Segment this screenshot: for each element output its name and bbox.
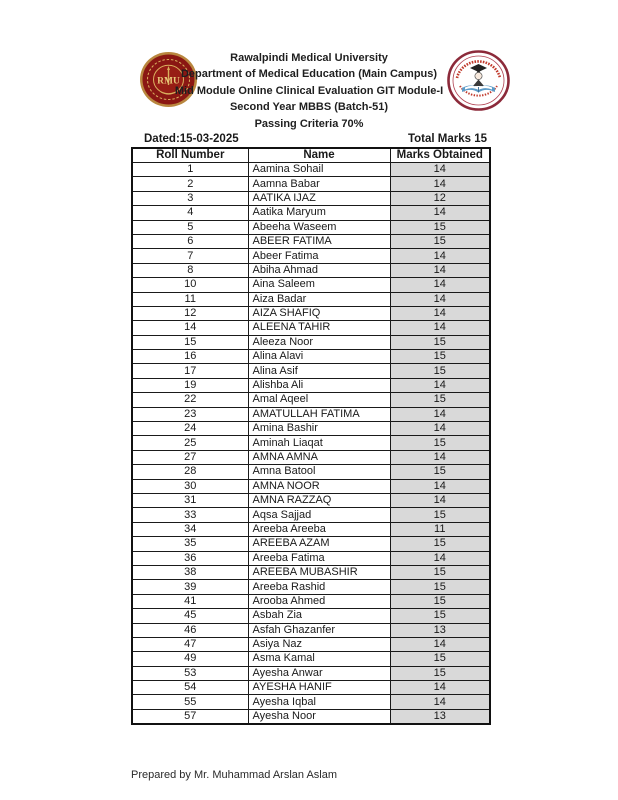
name-cell: Aamna Babar (248, 177, 390, 191)
header-row (132, 148, 490, 163)
roll-number-cell: 7 (132, 249, 248, 263)
roll-number-cell: 57 (132, 709, 248, 724)
table-row (132, 206, 490, 220)
table-row (132, 177, 490, 191)
marks-obtained-cell: 14 (390, 249, 490, 263)
marks-obtained-cell: 14 (390, 292, 490, 306)
name-cell: Aiza Badar (248, 292, 390, 306)
marks-obtained-header: Marks Obtained (390, 148, 490, 163)
university-title: Rawalpindi Medical University (230, 52, 388, 64)
name-cell: Alina Asif (248, 364, 390, 378)
marks-obtained-cell: 13 (390, 623, 490, 637)
roll-number-cell: 24 (132, 422, 248, 436)
marks-obtained-cell: 14 (390, 637, 490, 651)
name-cell: Alina Alavi (248, 350, 390, 364)
marks-obtained-cell: 14 (390, 479, 490, 493)
name-cell: Aina Saleem (248, 278, 390, 292)
total-marks-label: Total Marks 15 (407, 133, 487, 145)
marks-obtained-cell: 11 (390, 522, 490, 536)
roll-number-cell: 12 (132, 306, 248, 320)
marks-obtained-cell: 14 (390, 163, 490, 177)
roll-number-cell: 25 (132, 436, 248, 450)
roll-number-cell: 1 (132, 163, 248, 177)
roll-number-cell: 22 (132, 393, 248, 407)
table-row (132, 594, 490, 608)
roll-number-cell: 11 (132, 292, 248, 306)
results-table-head (132, 148, 490, 163)
marks-obtained-cell: 15 (390, 580, 490, 594)
name-cell: Amna Batool (248, 465, 390, 479)
table-row (132, 580, 490, 594)
table-row (132, 508, 490, 522)
name-cell: Areeba Areeba (248, 522, 390, 536)
table-row (132, 479, 490, 493)
roll-number-cell: 17 (132, 364, 248, 378)
table-row (132, 537, 490, 551)
marks-obtained-cell: 14 (390, 407, 490, 421)
name-cell: Aqsa Sajjad (248, 508, 390, 522)
name-cell: AMNA RAZZAQ (248, 493, 390, 507)
name-cell: Asbah Zia (248, 609, 390, 623)
roll-number-cell: 45 (132, 609, 248, 623)
roll-number-cell: 31 (132, 493, 248, 507)
roll-number-cell: 49 (132, 652, 248, 666)
name-cell: Ayesha Iqbal (248, 695, 390, 709)
roll-number-cell: 5 (132, 220, 248, 234)
roll-number-cell: 41 (132, 594, 248, 608)
marks-obtained-cell: 15 (390, 652, 490, 666)
name-cell: AATIKA IJAZ (248, 191, 390, 205)
table-row (132, 623, 490, 637)
marks-obtained-cell: 14 (390, 263, 490, 277)
table-row (132, 220, 490, 234)
table-row (132, 450, 490, 464)
marks-obtained-cell: 15 (390, 364, 490, 378)
name-cell: Amina Bashir (248, 422, 390, 436)
roll-number-cell: 47 (132, 637, 248, 651)
marks-obtained-cell: 15 (390, 350, 490, 364)
marks-obtained-cell: 15 (390, 220, 490, 234)
table-row (132, 350, 490, 364)
table-row (132, 191, 490, 205)
marks-obtained-cell: 14 (390, 306, 490, 320)
marks-obtained-cell: 15 (390, 393, 490, 407)
name-cell: Aatika Maryum (248, 206, 390, 220)
info-row (131, 131, 489, 147)
results-table-body (132, 163, 490, 724)
marks-obtained-cell: 15 (390, 594, 490, 608)
roll-number-cell: 4 (132, 206, 248, 220)
table-row (132, 695, 490, 709)
name-cell: Asma Kamal (248, 652, 390, 666)
marks-obtained-cell: 13 (390, 709, 490, 724)
name-cell: Asiya Naz (248, 637, 390, 651)
roll-number-header: Roll Number (132, 148, 248, 163)
table-row (132, 522, 490, 536)
title-block (150, 50, 468, 132)
marks-obtained-cell: 15 (390, 335, 490, 349)
roll-number-cell: 55 (132, 695, 248, 709)
marks-obtained-cell: 15 (390, 565, 490, 579)
svg-text:RMU: RMU (157, 76, 180, 87)
name-cell: AREEBA AZAM (248, 537, 390, 551)
roll-number-cell: 28 (132, 465, 248, 479)
table-row (132, 465, 490, 479)
table-row (132, 709, 490, 724)
name-cell: Abeeha Waseem (248, 220, 390, 234)
name-cell: ALEENA TAHIR (248, 321, 390, 335)
marks-obtained-cell: 14 (390, 378, 490, 392)
name-cell: Aminah Liaqat (248, 436, 390, 450)
roll-number-cell: 6 (132, 234, 248, 248)
name-cell: Asfah Ghazanfer (248, 623, 390, 637)
table-row (132, 393, 490, 407)
name-cell: AMNA NOOR (248, 479, 390, 493)
roll-number-cell: 19 (132, 378, 248, 392)
roll-number-cell: 14 (132, 321, 248, 335)
roll-number-cell: 8 (132, 263, 248, 277)
marks-obtained-cell: 15 (390, 537, 490, 551)
passing-criteria: Passing Criteria 70% (254, 117, 364, 130)
marks-obtained-cell: 15 (390, 508, 490, 522)
marks-obtained-cell: 14 (390, 551, 490, 565)
table-row (132, 436, 490, 450)
table-row (132, 335, 490, 349)
table-row (132, 234, 490, 248)
name-cell: AIZA SHAFIQ (248, 306, 390, 320)
name-cell: Ayesha Noor (248, 709, 390, 724)
marks-obtained-cell: 14 (390, 321, 490, 335)
table-row (132, 637, 490, 651)
batch-title: Second Year MBBS (Batch-51) (229, 101, 389, 114)
dme-logo-icon (447, 50, 510, 111)
name-cell: AMATULLAH FATIMA (248, 407, 390, 421)
table-row (132, 565, 490, 579)
roll-number-cell: 39 (132, 580, 248, 594)
name-header: Name (248, 148, 390, 163)
roll-number-cell: 38 (132, 565, 248, 579)
table-row (132, 493, 490, 507)
table-row (132, 249, 490, 263)
name-cell: Abeer Fatima (248, 249, 390, 263)
table-row (132, 306, 490, 320)
table-row (132, 681, 490, 695)
roll-number-cell: 15 (132, 335, 248, 349)
table-row (132, 666, 490, 680)
results-table (131, 147, 491, 725)
name-cell: Abiha Ahmad (248, 263, 390, 277)
marks-obtained-cell: 15 (390, 234, 490, 248)
name-cell: AYESHA HANIF (248, 681, 390, 695)
dated-label: Dated:15-03-2025 (144, 133, 239, 145)
roll-number-cell: 27 (132, 450, 248, 464)
table-row (132, 378, 490, 392)
name-cell: AREEBA MUBASHIR (248, 565, 390, 579)
marks-obtained-cell: 12 (390, 191, 490, 205)
roll-number-cell: 2 (132, 177, 248, 191)
roll-number-cell: 35 (132, 537, 248, 551)
name-cell: Areeba Fatima (248, 551, 390, 565)
table-row (132, 163, 490, 177)
marks-obtained-cell: 14 (390, 695, 490, 709)
roll-number-cell: 23 (132, 407, 248, 421)
marks-obtained-cell: 14 (390, 681, 490, 695)
name-cell: ABEER FATIMA (248, 234, 390, 248)
table-row (132, 292, 490, 306)
roll-number-cell: 3 (132, 191, 248, 205)
roll-number-cell: 54 (132, 681, 248, 695)
table-row (132, 652, 490, 666)
name-cell: Arooba Ahmed (248, 594, 390, 608)
marks-obtained-cell: 14 (390, 493, 490, 507)
name-cell: Aleeza Noor (248, 335, 390, 349)
roll-number-cell: 36 (132, 551, 248, 565)
exam-title: Mid Module Online Clinical Evaluation GIT Module-I (174, 84, 444, 97)
table-row (132, 609, 490, 623)
roll-number-cell: 10 (132, 278, 248, 292)
table-row (132, 321, 490, 335)
marks-obtained-cell: 15 (390, 465, 490, 479)
name-cell: Areeba Rashid (248, 580, 390, 594)
roll-number-cell: 53 (132, 666, 248, 680)
marks-obtained-cell: 14 (390, 278, 490, 292)
table-row (132, 422, 490, 436)
marks-obtained-cell: 14 (390, 177, 490, 191)
roll-number-cell: 30 (132, 479, 248, 493)
roll-number-cell: 16 (132, 350, 248, 364)
prepared-by-note: Prepared by Mr. Muhammad Arslan Aslam (131, 769, 338, 781)
table-row (132, 551, 490, 565)
name-cell: Amal Aqeel (248, 393, 390, 407)
department-title: Department of Medical Education (Main Campus) (180, 68, 438, 81)
table-row (132, 263, 490, 277)
marks-obtained-cell: 15 (390, 666, 490, 680)
marks-obtained-cell: 15 (390, 609, 490, 623)
document-header (0, 48, 618, 130)
name-cell: AMNA AMNA (248, 450, 390, 464)
marks-obtained-cell: 14 (390, 206, 490, 220)
table-row (132, 407, 490, 421)
table-row (132, 364, 490, 378)
table-row (132, 278, 490, 292)
name-cell: Ayesha Anwar (248, 666, 390, 680)
roll-number-cell: 33 (132, 508, 248, 522)
roll-number-cell: 46 (132, 623, 248, 637)
marks-obtained-cell: 14 (390, 422, 490, 436)
name-cell: Aamina Sohail (248, 163, 390, 177)
name-cell: Alishba Ali (248, 378, 390, 392)
roll-number-cell: 34 (132, 522, 248, 536)
dme-logo (447, 50, 510, 111)
marks-obtained-cell: 14 (390, 450, 490, 464)
marks-obtained-cell: 15 (390, 436, 490, 450)
